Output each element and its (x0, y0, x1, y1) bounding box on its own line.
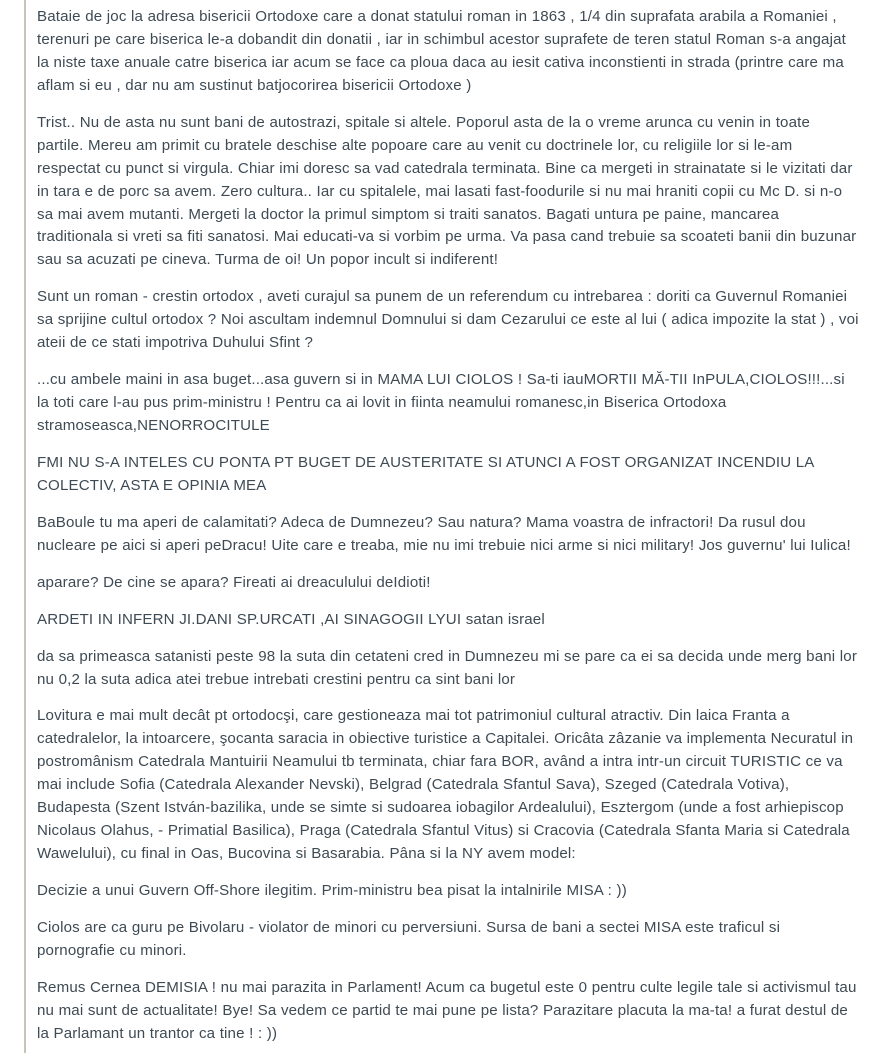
comment-paragraph: aparare? De cine se apara? Fireati ai dreaculului deIdioti! (37, 573, 431, 591)
comment-paragraph: Decizie a unui Guvern Off-Shore ilegitim. Prim-ministru bea pisat la intalnirile MISA : )) (37, 882, 627, 899)
comment-paragraph: Trist.. Nu de asta nu sunt bani de autostrazi, spitale si altele. Poporul asta de la o vreme arunca cu venin in toate partile. Mereu am primit cu bratele deschise alte popoare care au venit cu doctrinele lor, cu religiile lor si le-am respectat cu punct si virgula. Chiar imi doresc sa vad catedrala terminata. Bine ca mergeti in strainatate si le vizitati dar in tara e de porc sa avem. Zero cultura.. Iar cu spitalele, mai lasati fast-foodurile si nu mai hraniti copii cu Mc D. si n-o sa mai avem mutanti. Mergeti la doctor la primul simptom si traiti sanatos. Bagati untura pe paine, mancarea traditionala si vreti sa fiti sanatosi. Mai educati-va si vorbim pe urma. Va pasa cand trebuie sa scoateti banii din buzunar sau sa acuzati pe cineva. Turma de oi! Un popor incult si indiferent! (37, 113, 861, 269)
comment-paragraph: FMI NU S-A INTELES CU PONTA PT BUGET DE AUSTERITATE SI ATUNCI A FOST ORGANIZAT INCENDIU LA COLECTIV, ASTA E OPINIA MEA (37, 453, 819, 494)
comment-paragraph: Sunt un roman - crestin ortodox , aveti curajul sa punem de un referendum cu intrebarea : doriti ca Guvernul Romaniei sa sprijine cultul ortodox ? Noi ascultam indemnul Domnului si dam Cezarului ce este al lui ( adica impozite la stat ) , voi ateii de ce stati impotriva Duhului Sfint ? (37, 288, 864, 352)
comment-paragraph: Ciolos are ca guru pe Bivolaru - violator de minori cu perversiuni. Sursa de bani a sectei MISA este traficul si pornografie cu minori. (37, 918, 785, 959)
comment-thread (24, 0, 869, 1053)
comment-paragraph: da sa primeasca satanisti peste 98 la suta din cetateni cred in Dumnezeu mi se pare ca ei sa decida unde merg bani lor nu 0,2 la suta adica atei trebue intrebati crestini pentru ca sint bani lor (37, 647, 862, 688)
comment-paragraph: Lovitura e mai mult decât pt ortodocşi, care gestioneaza mai tot patrimoniul cultural atractiv. Din laica Franta a catedralelor, la intoarcere, şocanta saracia in obiective turistice a Capitalei. Oricâta zâzanie va implementa Necuratul in postromânism Catedrala Mantuirii Neamului tb terminata, chiar fara BOR, având a intra intr-un circuit TURISTIC ce va mai include Sofia (Catedrala Alexander Nevski), Belgrad (Catedrala Sfantul Sava), Szeged (Catedrala Votiva), Budapesta (Szent István-bazilika, unde se simte si sudoarea iobagilor Ardealului), Esztergom (unde a fost arhiepiscop Nicolaus Olahus, - Primatial Basilica), Praga (Catedrala Sfantul Vitus) si Cracovia (Catedrala Sfanta Maria si Catedrala Wawelului), cu final in Oas, Bucovina si Basarabia. Pâna si la NY avem model: (37, 707, 858, 863)
comment-paragraph: ARDETI IN INFERN JI.DANI SP.URCATI ,AI SINAGOGII LYUI satan israel (37, 610, 545, 628)
comment-paragraph: Remus Cernea DEMISIA ! nu mai parazita in Parlament! Acum ca bugetul este 0 pentru culte legile tale si activismul tau nu mai sunt de actualitate! Bye! Sa vedem ce partid te mai pune pe lista? Parazitare placuta la ma-ta! a furat destul de la Parlamant un trantor ca tine ! : )) (37, 978, 862, 1042)
comment-paragraph: ...cu ambele maini in asa buget...asa guvern si in MAMA LUI CIOLOS ! Sa-ti iauMORTII MĂ-TII InPULA,CIOLOS!!!...si la toti care l-au pus prim-ministru ! Pentru ca ai lovit in fiinta neamului romanesc,in Biserica Ortodoxa stramoseasca,NENORROCITULE (37, 371, 850, 434)
comment-paragraph: Bataie de joc la adresa bisericii Ortodoxe care a donat statului roman in 1863 , 1/4 din suprafata arabila a Romaniei , terenuri pe care biserica le-a dobandit din donatii , iar in schimbul acestor suprafete de teren statul Roman s-a angajat la niste taxe anuale catre biserica iar acum se face ca ploua daca au iesit cativa inconstienti in strada (printre care ma aflam si eu , dar nu am sustinut batjocorirea bisericii Ortodoxe ) (37, 8, 851, 94)
comment-paragraph: BaBoule tu ma aperi de calamitati? Adeca de Dumnezeu? Sau natura? Mama voastra de infractori! Da rusul dou nucleare pe aici si aperi peDracu! Uite care e treaba, mie nu imi trebuie nici arme si nici military! Jos guvernu' lui Iulica! (37, 513, 851, 554)
